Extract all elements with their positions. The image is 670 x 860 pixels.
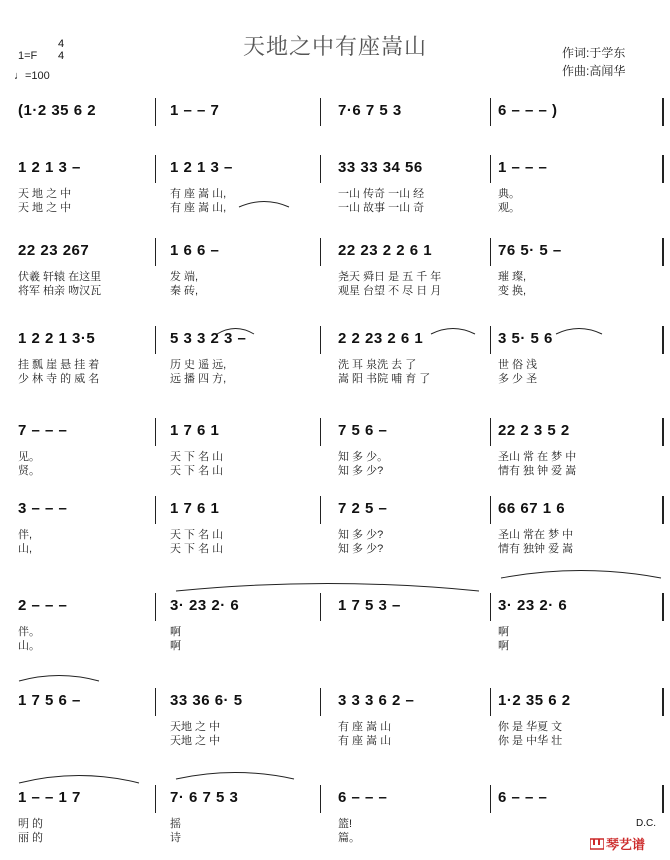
- measure-notes: 22 23 267: [18, 242, 90, 259]
- lyric-verse-2: 少 林 寺 的 威 名: [18, 373, 100, 385]
- measure-notes: 7 2 5 –: [338, 500, 388, 517]
- slur-mark: [238, 196, 290, 208]
- bar-line: [155, 238, 156, 266]
- lyric-verse-2: 嵩 阳 书院 哺 育 了: [338, 373, 431, 385]
- lyric-verse-2: 丽 的: [18, 832, 44, 844]
- bar-line: [320, 238, 321, 266]
- lyric-verse-1: 圣山 常 在 梦 中: [498, 451, 577, 463]
- lyric-verse-2: 天 下 名 山: [170, 543, 224, 555]
- lyric-verse-1: 世 俗 浅: [498, 359, 538, 371]
- measure-notes: (1·2 35 6 2: [18, 102, 97, 119]
- piano-icon: [590, 837, 604, 851]
- bar-line: [320, 326, 321, 354]
- measure-notes: 1 – – 1 7: [18, 789, 81, 806]
- lyric-verse-2: 情有 独 钟 爱 嵩: [498, 465, 577, 477]
- lyric-verse-1: 伏羲 轩辕 在这里: [18, 271, 102, 283]
- bar-line: [320, 418, 321, 446]
- measure-notes: 7·6 7 5 3: [338, 102, 402, 119]
- lyric-verse-1: 明 的: [18, 818, 44, 830]
- measure-notes: 1 7 5 6 –: [18, 692, 81, 709]
- key-signature: 1=F: [18, 50, 38, 62]
- bar-line: [155, 688, 156, 716]
- lyric-verse-1: 知 多 少?: [338, 529, 384, 541]
- slur-mark: [175, 766, 295, 780]
- measure-notes: 22 2 3 5 2: [498, 422, 570, 439]
- lyric-verse-2: 知 多 少?: [338, 543, 384, 555]
- measure-notes: 76 5· 5 –: [498, 242, 562, 259]
- bar-line: [490, 326, 491, 354]
- measure-notes: 22 23 2 2 6 1: [338, 242, 433, 259]
- measure-notes: 2 – – –: [18, 597, 68, 614]
- lyric-verse-2: 诗: [170, 832, 181, 844]
- composer-credit: 作曲:高闻华: [562, 64, 626, 78]
- lyric-verse-1: 你 是 华夏 文: [498, 721, 563, 733]
- lyric-verse-2: 山。: [18, 640, 40, 652]
- lyric-verse-1: 天 地 之 中: [18, 188, 72, 200]
- tempo-marking: ♩=100: [14, 70, 50, 82]
- measure-notes: 7 – – –: [18, 422, 68, 439]
- measure-notes: 6 – – –: [498, 789, 548, 806]
- bar-line: [320, 155, 321, 183]
- lyric-verse-1: 见。: [18, 451, 40, 463]
- measure-notes: 5 3 3 2 3 –: [170, 330, 247, 347]
- bar-line: [155, 593, 156, 621]
- measure-notes: 1 2 1 3 –: [18, 159, 81, 176]
- lyric-verse-1: 篮!: [338, 818, 353, 830]
- measure-notes: 1 2 1 3 –: [170, 159, 233, 176]
- lyric-verse-1: 尧天 舜日 是 五 千 年: [338, 271, 442, 283]
- lyric-verse-1: 有 座 嵩 山,: [170, 188, 227, 200]
- lyric-verse-1: 天 下 名 山: [170, 451, 224, 463]
- bar-line: [155, 785, 156, 813]
- lyric-verse-2: 有 座 嵩 山,: [170, 202, 227, 214]
- slur-mark: [175, 576, 480, 592]
- lyric-verse-1: 圣山 常在 梦 中: [498, 529, 574, 541]
- slur-mark: [430, 323, 476, 335]
- lyric-verse-2: 你 是 中华 壮: [498, 735, 563, 747]
- bar-line: [155, 98, 156, 126]
- measure-notes: 1 – – 7: [170, 102, 220, 119]
- lyric-verse-2: 知 多 少?: [338, 465, 384, 477]
- bar-line: [662, 98, 664, 126]
- lyric-verse-1: 典。: [498, 188, 520, 200]
- lyric-verse-2: 观。: [498, 202, 520, 214]
- lyric-verse-2: 远 播 四 方,: [170, 373, 227, 385]
- bar-line: [490, 785, 491, 813]
- measure-notes: 3 3 3 6 2 –: [338, 692, 415, 709]
- lyric-verse-2: 天地 之 中: [170, 735, 221, 747]
- bar-line: [490, 155, 491, 183]
- bar-line: [662, 496, 664, 524]
- lyric-verse-1: 一山 传奇 一山 经: [338, 188, 425, 200]
- bar-line: [155, 418, 156, 446]
- bar-line: [662, 155, 664, 183]
- measure-notes: 1·2 35 6 2: [498, 692, 571, 709]
- lyric-verse-1: 啊: [170, 626, 181, 638]
- lyric-verse-2: 将军 柏亲 吻汉瓦: [18, 285, 102, 297]
- bar-line: [662, 326, 664, 354]
- bar-line: [490, 593, 491, 621]
- bar-line: [320, 688, 321, 716]
- bar-line: [490, 688, 491, 716]
- lyric-verse-2: 一山 故事 一山 奇: [338, 202, 425, 214]
- watermark-text: 琴艺谱: [606, 837, 646, 852]
- watermark-logo: [590, 834, 645, 853]
- measure-notes: 1 6 6 –: [170, 242, 220, 259]
- bar-line: [662, 593, 664, 621]
- lyric-verse-1: 伴,: [18, 529, 33, 541]
- bar-line: [155, 155, 156, 183]
- lyric-verse-2: 有 座 嵩 山: [338, 735, 392, 747]
- lyric-verse-1: 发 端,: [170, 271, 199, 283]
- song-title: 天地之中有座嵩山: [242, 34, 427, 59]
- measure-notes: 1 – – –: [498, 159, 548, 176]
- bar-line: [490, 98, 491, 126]
- lyric-verse-1: 天地 之 中: [170, 721, 221, 733]
- measure-notes: 1 2 2 1 3·5: [18, 330, 96, 347]
- bar-line: [320, 496, 321, 524]
- bar-line: [662, 688, 664, 716]
- lyric-verse-2: 天 下 名 山: [170, 465, 224, 477]
- measure-notes: 6 – – –: [338, 789, 388, 806]
- measure-notes: 3· 23 2· 6: [170, 597, 240, 614]
- time-signature-top: 4: [58, 38, 65, 50]
- slur-mark: [555, 323, 603, 335]
- bar-line: [320, 785, 321, 813]
- lyric-verse-2: 山,: [18, 543, 33, 555]
- lyric-verse-1: 摇: [170, 818, 181, 830]
- lyric-verse-2: 情有 独钟 爱 嵩: [498, 543, 574, 555]
- bar-line: [490, 238, 491, 266]
- lyric-verse-1: 有 座 嵩 山: [338, 721, 392, 733]
- lyric-verse-2: 观星 台望 不 尽 日 月: [338, 285, 442, 297]
- lyric-verse-2: 秦 砖,: [170, 285, 199, 297]
- measure-notes: 3 – – –: [18, 500, 68, 517]
- bar-line: [490, 496, 491, 524]
- measure-notes: 33 36 6· 5: [170, 692, 243, 709]
- lyric-verse-2: 啊: [498, 640, 509, 652]
- bar-line: [662, 238, 664, 266]
- measure-notes: 7· 6 7 5 3: [170, 789, 239, 806]
- measure-notes: 7 5 6 –: [338, 422, 388, 439]
- bar-line: [662, 785, 664, 813]
- lyric-verse-1: 啊: [498, 626, 509, 638]
- measure-notes: 33 33 34 56: [338, 159, 423, 176]
- measure-notes: 3· 23 2· 6: [498, 597, 568, 614]
- measure-notes: 1 7 5 3 –: [338, 597, 401, 614]
- bar-line: [490, 418, 491, 446]
- lyric-verse-2: 篇。: [338, 832, 360, 844]
- measure-notes: 2 2 23 2 6 1: [338, 330, 424, 347]
- measure-notes: 3 5· 5 6: [498, 330, 553, 347]
- lyric-verse-2: 贤。: [18, 465, 40, 477]
- bar-line: [320, 98, 321, 126]
- bar-line: [320, 593, 321, 621]
- lyric-verse-1: 伴。: [18, 626, 40, 638]
- lyric-verse-2: 多 少 圣: [498, 373, 538, 385]
- lyric-verse-1: 历 史 遥 远,: [170, 359, 227, 371]
- time-signature: [58, 38, 64, 62]
- lyric-verse-2: 变 换,: [498, 285, 527, 297]
- lyric-verse-1: 挂 瓢 崖 悬 挂 着: [18, 359, 100, 371]
- measure-notes: 66 67 1 6: [498, 500, 566, 517]
- lyric-verse-2: 天 地 之 中: [18, 202, 72, 214]
- slur-mark: [500, 563, 662, 579]
- lyric-verse-1: 天 下 名 山: [170, 529, 224, 541]
- measure-notes: 6 – – – ): [498, 102, 558, 119]
- measure-notes: 1 7 6 1: [170, 500, 220, 517]
- bar-line: [155, 326, 156, 354]
- lyric-verse-2: 啊: [170, 640, 181, 652]
- bar-line: [662, 418, 664, 446]
- time-signature-bottom: 4: [58, 50, 65, 62]
- lyric-verse-1: 洗 耳 泉洗 去 了: [338, 359, 417, 371]
- da-capo-mark: D.C.: [636, 818, 656, 829]
- lyric-verse-1: 璀 璨,: [498, 271, 527, 283]
- slur-mark: [18, 670, 100, 682]
- bar-line: [155, 496, 156, 524]
- lyric-verse-1: 知 多 少。: [338, 451, 389, 463]
- lyricist-credit: 作词:于学东: [562, 46, 626, 60]
- measure-notes: 1 7 6 1: [170, 422, 220, 439]
- slur-mark: [18, 768, 140, 784]
